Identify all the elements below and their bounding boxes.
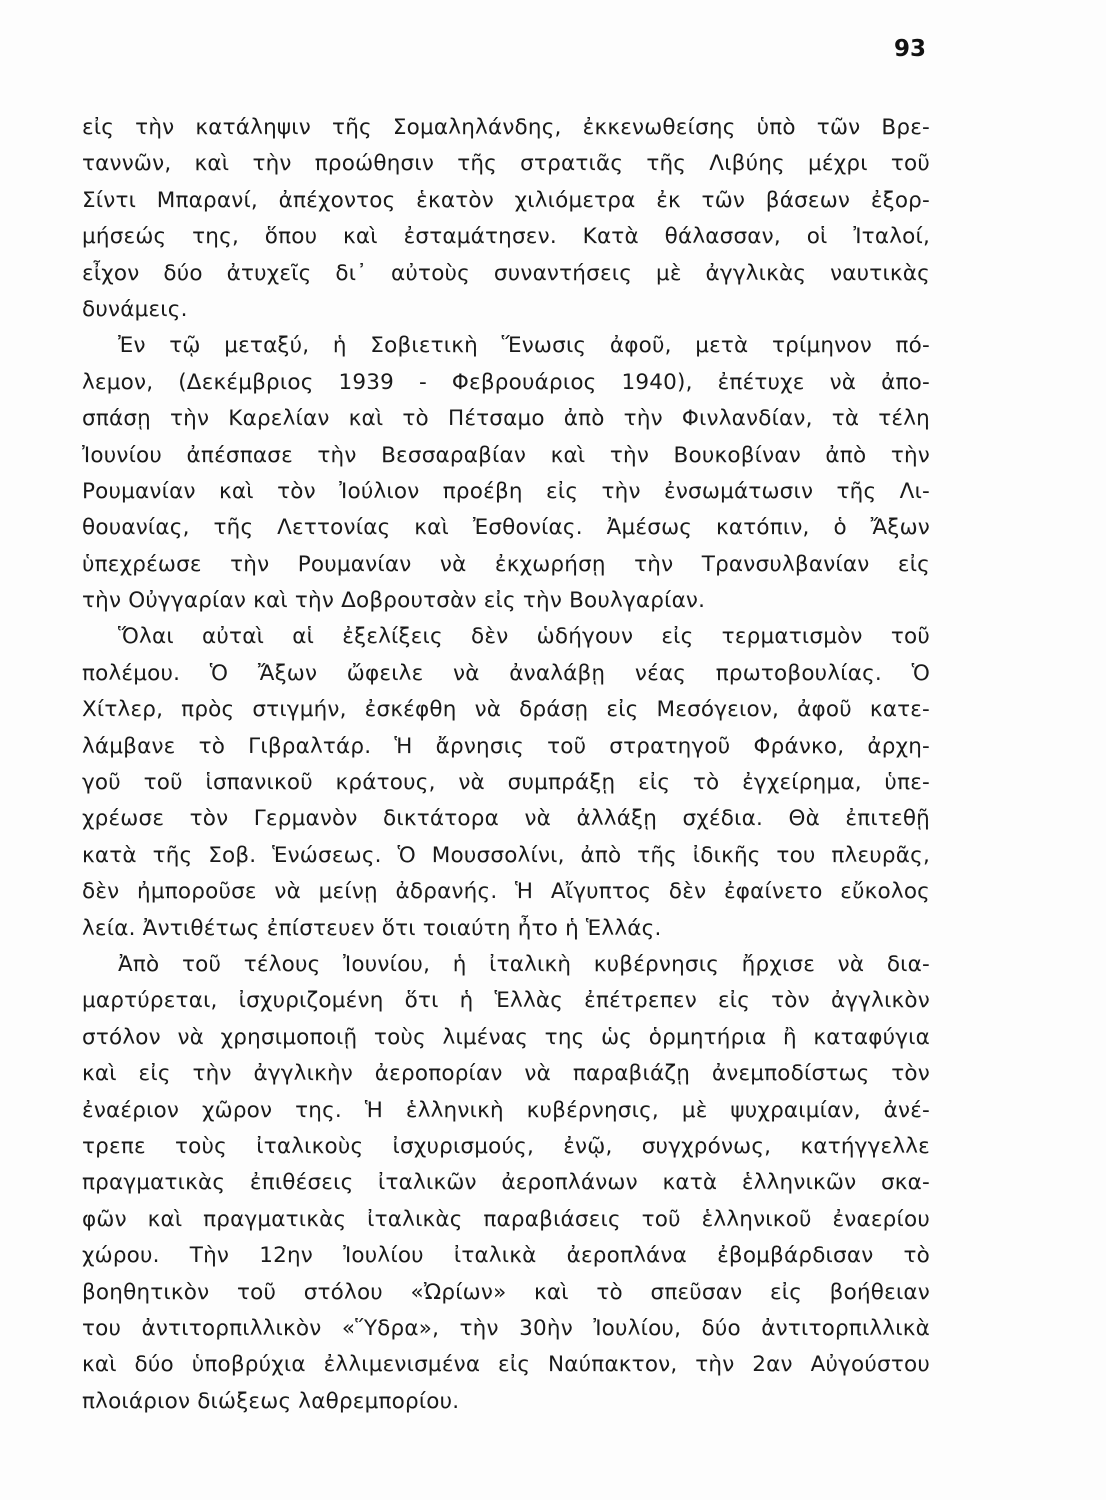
text-line: Ἐν τῷ μεταξύ, ἡ Σοβιετικὴ Ἕνωσις ἀφοῦ, μετὰ τρίμηνον πό-	[118, 333, 930, 359]
text-line: Ἰουνίου ἀπέσπασε τὴν Βεσσαραβίαν καὶ τὴν Βουκοβίναν ἀπὸ τὴν	[82, 442, 930, 468]
text-line: σπάσῃ τὴν Καρελίαν καὶ τὸ Πέτσαμο ἀπὸ τὴν Φινλανδίαν, τὰ τέλη	[82, 406, 930, 432]
text-line: δὲν ἠμποροῦσε νὰ μείνῃ ἀδρανής. Ἡ Αἴγυπτος δὲν ἐφαίνετο εὔκολος	[82, 879, 930, 905]
text-line: καὶ δύο ὑποβρύχια ἐλλιμενισμένα εἰς Ναύπακτον, τὴν 2αν Αὐγούστου	[82, 1352, 930, 1378]
text-line: τὴν Οὐγγαρίαν καὶ τὴν Δοβρουτσὰν εἰς τὴν Βουλγαρίαν.	[82, 588, 706, 614]
text-line: γοῦ τοῦ ἱσπανικοῦ κράτους, νὰ συμπράξῃ εἰς τὸ ἐγχείρημα, ὑπε-	[82, 770, 930, 796]
text-line: κατὰ τῆς Σοβ. Ἑνώσεως. Ὁ Μουσσολίνι, ἀπὸ τῆς ἰδικῆς του πλευρᾶς,	[82, 842, 930, 868]
text-line: λεία. Ἀντιθέτως ἐπίστευεν ὅτι τοιαύτη ἦτο ἡ Ἑλλάς.	[82, 915, 662, 941]
text-line: θουανίας, τῆς Λεττονίας καὶ Ἐσθονίας. Ἀμέσως κατόπιν, ὁ Ἄξων	[82, 515, 930, 541]
text-line: Σίντι Μπαρανί, ἀπέχοντος ἑκατὸν χιλιόμετρα ἐκ τῶν βάσεων ἐξορ-	[82, 187, 930, 213]
text-line: μήσεώς της, ὅπου καὶ ἐσταμάτησεν. Κατὰ θάλασσαν, οἱ Ἰταλοί,	[82, 224, 930, 250]
text-line: ὑπεχρέωσε τὴν Ρουμανίαν νὰ ἐκχωρήσῃ τὴν Τρανσυλβανίαν εἰς	[82, 551, 930, 577]
text-line: του ἀντιτορπιλλικὸν «Ὕδρα», τὴν 30ὴν Ἰουλίου, δύο ἀντιτορπιλλικὰ	[82, 1315, 930, 1341]
text-line: Ὅλαι αὐταὶ αἱ ἐξελίξεις δὲν ὡδήγουν εἰς τερματισμὸν τοῦ	[118, 624, 930, 650]
text-line: φῶν καὶ πραγματικὰς ἰταλικὰς παραβιάσεις τοῦ ἑλληνικοῦ ἐναερίου	[82, 1206, 930, 1232]
body-text	[82, 110, 930, 1420]
text-line: δυνάμεις.	[82, 296, 188, 322]
page-number: 93	[893, 36, 926, 62]
text-line: εἰς τὴν κατάληψιν τῆς Σομαληλάνδης, ἐκκενωθείσης ὑπὸ τῶν Βρε-	[82, 115, 930, 140]
text-line: ταννῶν, καὶ τὴν προώθησιν τῆς στρατιᾶς τῆς Λιβύης μέχρι τοῦ	[82, 151, 930, 177]
text-line: πολέμου. Ὁ Ἄξων ὤφειλε νὰ ἀναλάβῃ νέας πρωτοβουλίας. Ὁ	[82, 660, 930, 686]
text-line: τρεπε τοὺς ἰταλικοὺς ἰσχυρισμούς, ἐνῷ, συγχρόνως, κατήγγελλε	[82, 1133, 930, 1159]
text-line: πραγματικὰς ἐπιθέσεις ἰταλικῶν ἀεροπλάνων κατὰ ἑλληνικῶν σκα-	[82, 1170, 930, 1196]
text-line: βοηθητικὸν τοῦ στόλου «Ὠρίων» καὶ τὸ σπεῦσαν εἰς βοήθειαν	[82, 1279, 930, 1305]
text-line: καὶ εἰς τὴν ἀγγλικὴν ἀεροπορίαν νὰ παραβιάζῃ ἀνεμποδίστως τὸν	[82, 1061, 930, 1087]
text-line: λεμον, (Δεκέμβριος 1939 - Φεβρουάριος 1940), ἐπέτυχε νὰ ἀπο-	[82, 369, 930, 395]
text-line: ἐναέριον χῶρον της. Ἡ ἑλληνικὴ κυβέρνησις, μὲ ψυχραιμίαν, ἀνέ-	[82, 1097, 930, 1123]
text-line: Ἀπὸ τοῦ τέλους Ἰουνίου, ἡ ἰταλικὴ κυβέρνησις ἤρχισε νὰ δια-	[118, 951, 930, 977]
text-line: μαρτύρεται, ἰσχυριζομένη ὅτι ἡ Ἑλλὰς ἐπέτρεπεν εἰς τὸν ἀγγλικὸν	[82, 988, 930, 1014]
text-line: Χίτλερ, πρὸς στιγμήν, ἐσκέφθη νὰ δράσῃ εἰς Μεσόγειον, ἀφοῦ κατε-	[82, 697, 930, 723]
text-line: χρέωσε τὸν Γερμανὸν δικτάτορα νὰ ἀλλάξῃ σχέδια. Θὰ ἐπιτεθῇ	[82, 806, 930, 832]
text-line: στόλον νὰ χρησιμοποιῇ τοὺς λιμένας της ὡς ὁρμητήρια ἢ καταφύγια	[82, 1024, 930, 1050]
text-line: Ρουμανίαν καὶ τὸν Ἰούλιον προέβη εἰς τὴν ἐνσωμάτωσιν τῆς Λι-	[82, 478, 930, 504]
text-line: χώρου. Τὴν 12ην Ἰουλίου ἰταλικὰ ἀεροπλάνα ἐβομβάρδισαν τὸ	[82, 1243, 930, 1269]
text-line: πλοιάριον διώξεως λαθρεμπορίου.	[82, 1388, 460, 1414]
text-line: εἶχον δύο ἀτυχεῖς δι᾿ αὐτοὺς συναντήσεις μὲ ἀγγλικὰς ναυτικὰς	[82, 260, 930, 286]
text-line: λάμβανε τὸ Γιβραλτάρ. Ἡ ἄρνησις τοῦ στρατηγοῦ Φράνκο, ἀρχη-	[82, 733, 930, 759]
